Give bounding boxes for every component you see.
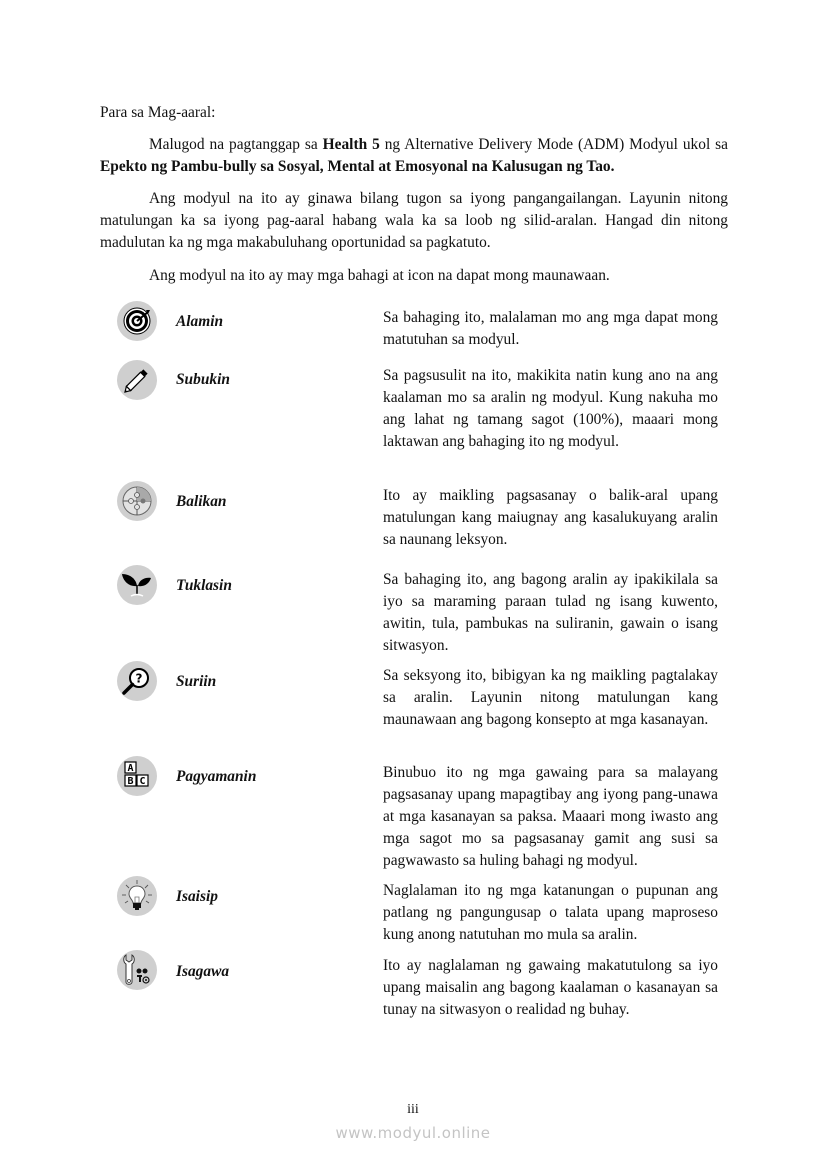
- section-description: Naglalaman ito ng mga katanungan o pupunan ang patlang ng pangungusap o talata upang maproseso kung anong natutuhan mo mula sa aralin.: [383, 882, 718, 943]
- intro-paragraph-2: Ang modyul na ito ay ginawa bilang tugon sa iyong pangangailangan. Layunin nitong matulungan ka sa iyong pag-aaral habang wala ka sa loob ng silid-aralan. Hangad din nitong madulutan ka ng mga makabuluhang oportunidad sa pagkatuto.: [100, 190, 728, 251]
- intro-paragraph-1: [100, 134, 728, 178]
- section-description: Sa pagsusulit na ito, makikita natin kung ano na ang kaalaman mo sa aralin ng modyul. Kung nakuha mo ang lahat ng tamang sagot (100%), maaari mong laktawan ang bahaging ito ng modyul.: [383, 367, 718, 450]
- pencil-icon: [117, 360, 157, 400]
- target-icon: [117, 301, 157, 341]
- wrench-tools-icon: [117, 950, 157, 990]
- section-label: Alamin: [176, 313, 224, 330]
- watermark: www.modyul.online: [335, 1124, 491, 1142]
- section-description: Sa seksyong ito, bibigyan ka ng maikling pagtalakay sa aralin. Layunin nitong matulungan kang maunawaan ang bagong konsepto at mga kasanayan.: [383, 667, 718, 728]
- intro-text: ng Alternative Delivery Mode (ADM) Modyul ukol sa: [379, 136, 728, 153]
- section-label: Subukin: [176, 371, 230, 388]
- section-label: Isagawa: [176, 963, 230, 980]
- svg-text:A: A: [127, 763, 134, 774]
- lightbulb-icon: [117, 876, 157, 916]
- svg-text:C: C: [139, 776, 146, 787]
- page-number: iii: [407, 1102, 419, 1117]
- abc-blocks-icon: [117, 756, 157, 796]
- section-label: Balikan: [176, 493, 227, 510]
- section-description: Sa bahaging ito, ang bagong aralin ay ipakikilala sa iyo sa maraming paraan tulad ng isang kuwento, awitin, tula, pambukas na suliranin, gawain o isang sitwasyon.: [383, 571, 718, 654]
- module-title: Epekto ng Pambu-bully sa Sosyal, Mental at Emosyonal na Kalusugan ng Tao.: [100, 158, 615, 175]
- magnifier-question-icon: [117, 661, 157, 701]
- sprout-icon: [117, 565, 157, 605]
- section-description: Ito ay naglalaman ng gawaing makatutulong sa iyo upang maisalin ang bagong kaalaman o kasanayan sa tunay na sitwasyon o realidad ng buhay.: [383, 957, 718, 1018]
- svg-text:B: B: [127, 776, 134, 787]
- svg-text:?: ?: [135, 671, 143, 686]
- intro-paragraph-3: Ang modyul na ito ay may mga bahagi at icon na dapat mong maunawaan.: [149, 267, 610, 284]
- subject-name: Health 5: [322, 136, 380, 153]
- section-label: Isaisip: [176, 888, 218, 905]
- section-label: Tuklasin: [176, 577, 232, 594]
- section-label: Suriin: [176, 673, 217, 690]
- section-label: Pagyamanin: [176, 768, 257, 785]
- intro-text: Malugod na pagtanggap sa: [149, 136, 323, 153]
- puzzle-icon: [117, 481, 157, 521]
- section-description: Binubuo ito ng mga gawaing para sa malayang pagsasanay upang mapagtibay ang iyong pang-unawa at mga kasanayan sa paksa. Maaari mong iwasto ang mga sagot mo sa pagsasanay gamit ang susi sa pagwawasto sa huling bahagi ng modyul.: [383, 764, 718, 869]
- greeting: Para sa Mag-aaral:: [100, 104, 216, 121]
- section-description: Sa bahaging ito, malalaman mo ang mga dapat mong matutuhan sa modyul.: [383, 309, 718, 348]
- section-description: Ito ay maikling pagsasanay o balik-aral upang matulungan kang maiugnay ang kasalukuyang aralin sa naunang leksyon.: [383, 487, 718, 548]
